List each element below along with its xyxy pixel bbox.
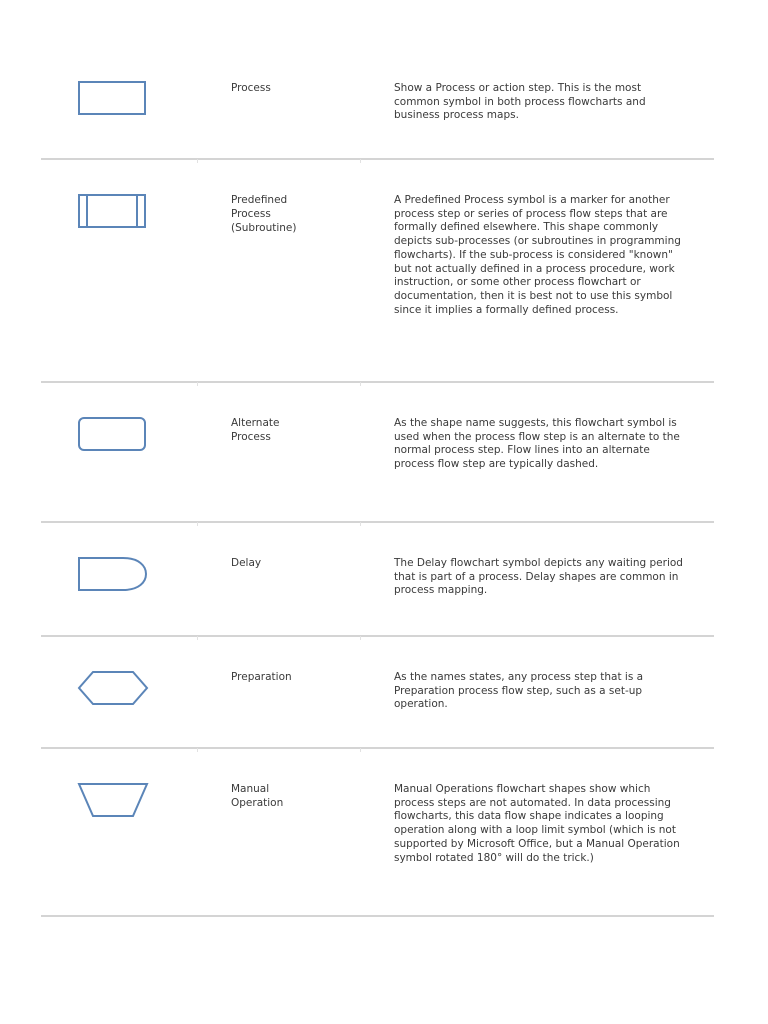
flowchart-symbol-table xyxy=(41,0,714,917)
table-row xyxy=(41,160,714,383)
symbol-description: As the shape name suggests, this flowchart symbol is used when the process flow step is an alternate to the normal process step. Flow lines into an alternate process flow step are typically dashed. xyxy=(394,417,680,471)
symbol-name: Delay xyxy=(231,557,262,569)
delay-icon xyxy=(77,556,149,596)
symbol-description: As the names states, any process step that is a Preparation process flow step, such as a set-up operation. xyxy=(394,671,644,711)
alternate-process-icon xyxy=(77,416,147,456)
symbol-description: The Delay flowchart symbol depicts any waiting period that is part of a process. Delay shapes are common in process mapping. xyxy=(394,557,683,597)
symbol-name: Preparation xyxy=(231,671,292,683)
table-row xyxy=(41,749,714,917)
symbol-name: Manual Operation xyxy=(231,783,284,809)
symbol-description: Show a Process or action step. This is the most common symbol in both process flowcharts and business process maps. xyxy=(394,82,646,122)
symbol-description: Manual Operations flowchart shapes show which process steps are not automated. In data processing flowcharts, this data flow shape indicates a looping operation along with a loop limit symbol (which is not supported by Microsoft Office, but a Manual Operation symbol rotated 180° will do the trick.) xyxy=(394,783,680,864)
symbol-name: Predefined Process (Subroutine) xyxy=(231,194,297,234)
preparation-hexagon-icon xyxy=(77,670,149,710)
predefined-process-icon xyxy=(77,193,147,233)
table-row xyxy=(41,0,714,160)
symbol-name: Alternate Process xyxy=(231,417,280,443)
table-row xyxy=(41,523,714,637)
manual-operation-trapezoid-icon xyxy=(77,782,149,822)
table-row xyxy=(41,637,714,749)
symbol-name: Process xyxy=(231,82,271,94)
process-rectangle-icon xyxy=(77,80,147,120)
table-row xyxy=(41,383,714,523)
symbol-description: A Predefined Process symbol is a marker for another process step or series of process flow steps that are formally defined elsewhere. This shape commonly depicts sub-processes (or subroutines in programming flowcharts). If the sub-process is considered "known" but not actually defined in a process procedure, work instruction, or some other process flowchart or documentation, then it is best not to use this symbol since it implies a formally defined process. xyxy=(394,194,681,316)
